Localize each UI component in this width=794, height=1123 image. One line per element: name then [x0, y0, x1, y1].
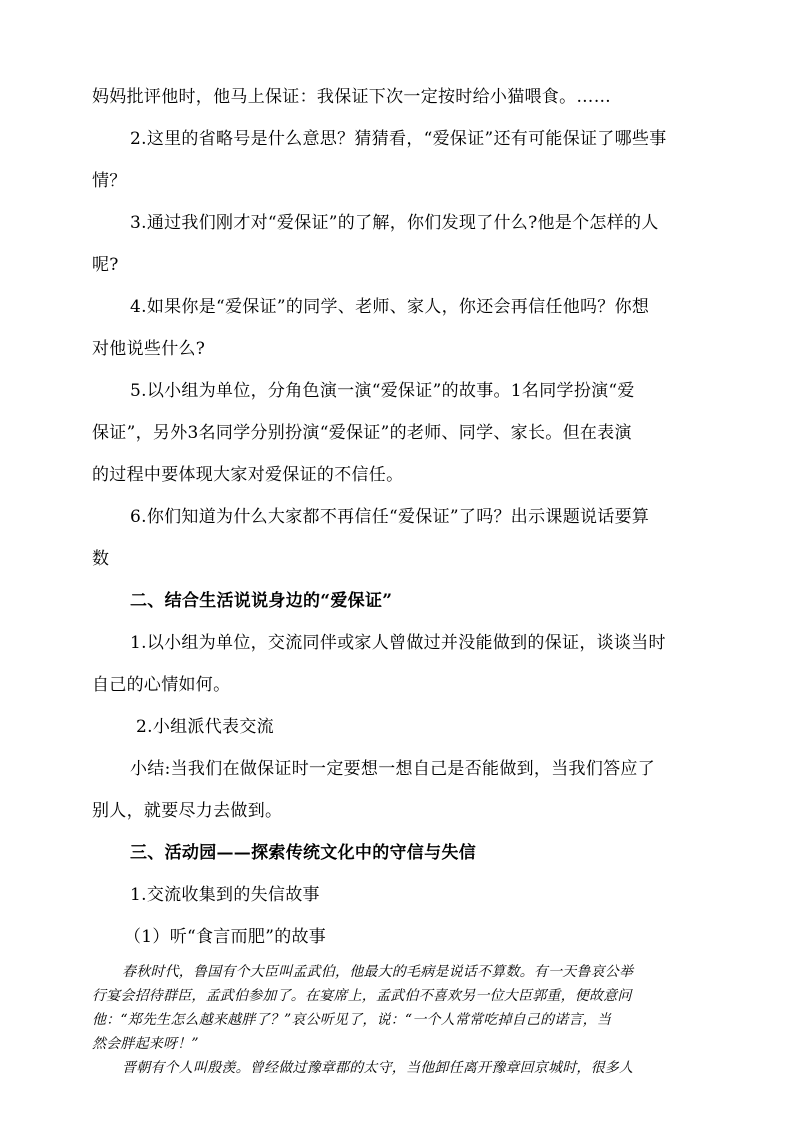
question-4-line-2: 对他说些什么? [92, 339, 206, 359]
item-2-line: 2.小组派代表交流 [136, 717, 274, 737]
question-6-line-1: 6.你们知道为什么大家都不再信任“爱保证”了吗？出示课题说话要算 [130, 507, 650, 527]
question-3-line-1: 3.通过我们刚才对“爱保证”的了解，你们发现了什么?他是个怎样的人 [130, 213, 659, 233]
section-heading-2: 二、结合生活说说身边的“爱保证” [130, 591, 393, 611]
story-title: （1）听“食言而肥”的故事 [124, 927, 327, 947]
question-5-line-2: 保证”，另外3名同学分别扮演“爱保证”的老师、同学、家长。但在表演 [92, 423, 632, 443]
item-1-line-1: 1.以小组为单位，交流同伴或家人曾做过并没能做到的保证，谈谈当时 [130, 633, 666, 653]
question-5-line-3: 的过程中要体现大家对爱保证的不信任。 [92, 465, 404, 485]
story-line-2: 行宴会招待群臣，孟武伯参加了。在宴席上，孟武伯不喜欢另一位大臣郭重，便故意问 [92, 988, 632, 1004]
summary-line-1: 小结:当我们在做保证时一定要想一想自己是否能做到，当我们答应了 [130, 759, 656, 779]
question-6-line-2: 数 [92, 549, 110, 569]
question-4-line-1: 4.如果你是“爱保证”的同学、老师、家人，你还会再信任他吗？你想 [130, 297, 650, 317]
question-2-line-1: 2.这里的省略号是什么意思？猜猜看，“爱保证”还有可能保证了哪些事 [130, 129, 667, 149]
question-5-line-1: 5.以小组为单位，分角色演一演“爱保证”的故事。1名同学扮演“爱 [130, 381, 635, 401]
paragraph-line: 妈妈批评他时，他马上保证：我保证下次一定按时给小猫喂食。…… [92, 87, 611, 107]
story-line-3: 他：“郑先生怎么越来越胖了？”哀公听见了，说：“一个人常常吃掉自己的诺言，当 [92, 1012, 612, 1028]
story-line-5: 晋朝有个人叫殷羡。曾经做过豫章郡的太守，当他卸任离开豫章回京城时，很多人 [122, 1060, 634, 1076]
item-1-line-2: 自己的心情如何。 [92, 675, 231, 695]
summary-line-2: 别人，就要尽力去做到。 [92, 801, 283, 821]
section-heading-3: 三、活动园——探索传统文化中的守信与失信 [130, 843, 476, 863]
story-line-1: 春秋时代，鲁国有个大臣叫孟武伯，他最大的毛病是说话不算数。有一天鲁哀公举 [122, 964, 634, 980]
question-2-line-2: 情？ [92, 171, 127, 191]
question-3-line-2: 呢? [92, 255, 119, 275]
subsection-heading: 1.交流收集到的失信故事 [130, 885, 320, 905]
story-line-4: 然会胖起来呀！” [92, 1036, 199, 1052]
